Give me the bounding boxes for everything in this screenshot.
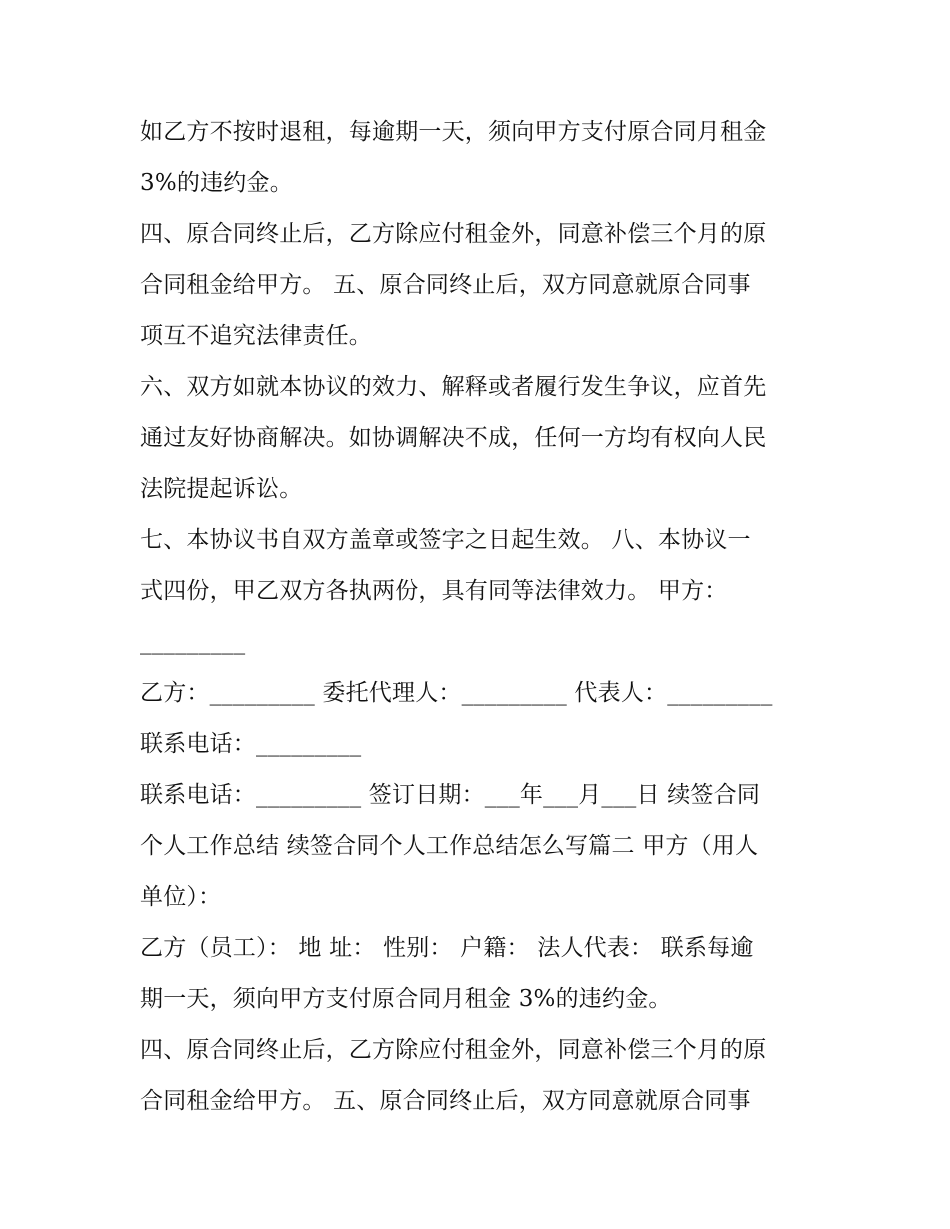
text-line: 四、原合同终止后，乙方除应付租金外，同意补偿三个月的原: [140, 221, 767, 247]
text-line: 通过友好协商解决。如协调解决不成，任何一方均有权向人民: [140, 425, 767, 451]
contact-phone-line: 联系电话：_________: [140, 731, 362, 757]
text-line: 3%的违约金。: [140, 170, 293, 196]
text-line: 项互不追究法律责任。: [140, 323, 372, 349]
text-line: 式四份，甲乙双方各执两份，具有同等法律效力。 甲方：: [140, 578, 728, 604]
text-line: 法院提起诉讼。: [140, 476, 303, 502]
signature-blank-line: _________: [140, 629, 246, 655]
text-line: 单位）：: [140, 884, 222, 910]
text-line: 如乙方不按时退租，每逾期一天，须向甲方支付原合同月租金: [140, 119, 767, 145]
text-line: 个人工作总结 续签合同个人工作总结怎么写篇二 甲方（用人: [140, 833, 759, 859]
signing-date-line: 联系电话：_________ 签订日期：___年___月___日 续签合同: [140, 782, 761, 808]
text-line: 四、原合同终止后，乙方除应付租金外，同意补偿三个月的原: [140, 1037, 767, 1063]
text-line: 六、双方如就本协议的效力、解释或者履行发生争议，应首先: [140, 374, 767, 400]
document-body: [140, 107, 820, 1127]
party-b-signature-line: 乙方：_________ 委托代理人：_________ 代表人：_________: [140, 680, 773, 706]
text-line: 七、本协议书自双方盖章或签字之日起生效。 八、本协议一: [140, 527, 751, 553]
text-line: 合同租金给甲方。 五、原合同终止后，双方同意就原合同事: [140, 272, 751, 298]
text-line: 乙方（员工）： 地 址： 性别： 户籍： 法人代表： 联系每逾: [140, 935, 754, 961]
text-line: 合同租金给甲方。 五、原合同终止后，双方同意就原合同事: [140, 1088, 751, 1114]
text-line: 期一天，须向甲方支付原合同月租金 3%的违约金。: [140, 986, 672, 1012]
